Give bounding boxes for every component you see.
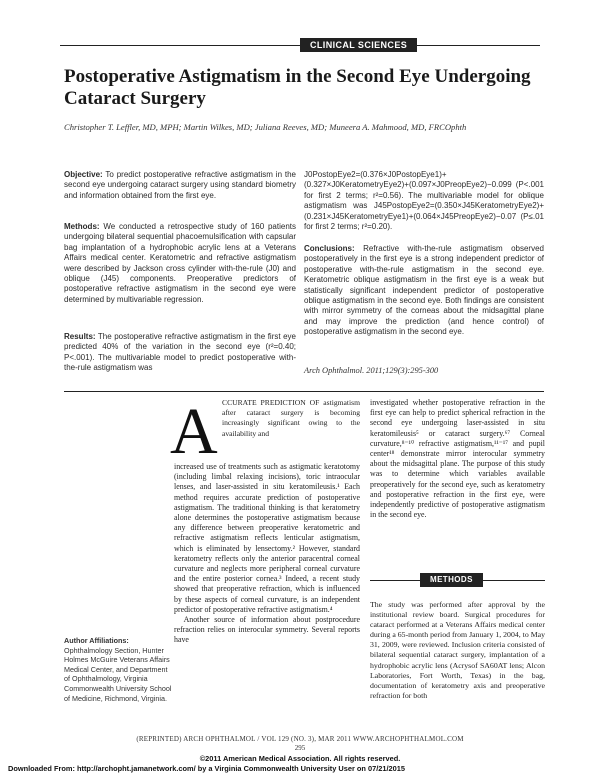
objective-heading: Objective: (64, 170, 103, 179)
affiliations-text: Ophthalmology Section, Hunter Holmes McGuire Veterans Affairs Medical Center, and Department of Ophthalmology, Virginia Commonwealth University School of Medicine, Richmond, Virginia. (64, 645, 172, 703)
article-title: Postoperative Astigmatism in the Second Eye Undergoing Cataract Surgery (64, 66, 531, 109)
section-header (60, 38, 540, 52)
methods-heading: Methods: (64, 222, 100, 231)
abstract-methods (64, 222, 296, 305)
methods-header (370, 573, 545, 587)
abstract-conclusions (304, 244, 544, 338)
body-col1-lead: CCURATE PREDICTION OF astigmatism after cataract surgery is becoming increasingly significant owing to the availability and (222, 398, 360, 438)
abstract-results (64, 332, 296, 374)
body-col1-para1: increased use of treatments such as astigmatic keratotomy (including limbal relaxing incisions), toric intraocular lenses, and laser-assisted in situ keratomileusis.¹ Each method requires accurate prediction of postoperative astigmatism. The traditional thinking is that keratometry alone determines the postoperative astigmatism because any difference between preoperative keratometric and refractive astigmatism reflects lenticular astigmatism, which is eliminated by lensectomy.² However, standard keratometry reflects only the anterior paracentral corneal curvature and neglects more peripheral corneal curvature and the entire posterior cornea.³ Indeed, a recent study showed that preoperative refraction, which is influenced by these aspects of corneal curvature, is an independent predictor of postoperative refractive astigmatism.⁴ (174, 462, 360, 614)
download-notice: Downloaded From: http://archopht.jamanetwork.com/ by a Virginia Commonwealth University User on 07/21/2015 (8, 764, 405, 773)
results-text: The postoperative refractive astigmatism in the first eye predicted 40% of the variation in the second eye (r²=0.40; P<.001). The multivariable model to predict postoperative with-the-rule astigmatism was (64, 332, 296, 373)
citation: Arch Ophthalmol. 2011;129(3):295-300 (304, 366, 439, 375)
page-number: 295 (294, 744, 306, 752)
body-col2: investigated whether postoperative refraction in the first eye can help to predict spherical refraction in the second eye undergoing laser-assisted in situ keratomileusis⁵ or cataract surgery.⁶⁷ Corneal curvature,⁸⁻¹⁰ refractive astigmatism,¹¹⁻¹⁷ and pupil center¹⁸ demonstrate mirror interocular symmetry about the midsagittal plane. The purpose of this study was to determine which variables available preoperatively for the second eye, such as keratometry and postoperative refraction in the first eye, were independently predictive of postoperative astigmatism in the second eye. (370, 398, 545, 520)
abstract-objective (64, 170, 296, 201)
objective-text: To predict postoperative refractive astigmatism in the second eye undergoing cataract surgery using standard biometry and information obtained from the first eye. (64, 170, 296, 200)
author-list: Christopher T. Leffler, MD, MPH; Martin Wilkes, MD; Juliana Reeves, MD; Muneera A. Mahmood, MD, FRCOphth (64, 122, 467, 132)
section-label: CLINICAL SCIENCES (300, 38, 417, 52)
abstract-results-continued: J0PostopEye2=(0.376×J0PostopEye1)+(0.327×J0KeratometryEye2)+(0.097×J0PreopEye2)−0.099 (P<.001 for first 2 terms; r²=0.56). The multivariable model for oblique astigmatism was J45PostopEye2=(0.350×J45KeratometryEye2)+(0.231×J45KeratometryEye1)+(0.064×J45PreopEye2)−0.07 (P≤.01 for first 2 terms; r²=0.20). (304, 170, 544, 232)
methods-text: We conducted a retrospective study of 160 patients undergoing bilateral sequential phacoemulsification with capsular bag implantation of a hydrophobic acrylic lens at a Veterans Affairs medical center. Keratometric and refractive astigmatism were described by Jackson cross cylinder with-the-rule (J0) and oblique (J45) components. Preoperative predictors of postoperative refractive astigmatism in the second eye were determined by multivariable regression. (64, 222, 296, 304)
body-col1 (174, 462, 360, 646)
abstract-divider (64, 391, 544, 392)
copyright-notice: ©2011 American Medical Association. All rights reserved. (199, 754, 401, 763)
conclusions-text: Refractive with-the-rule astigmatism observed postoperatively in the first eye is a strong independent predictor of postoperative with-the-rule astigmatism in the second eye. Keratometric oblique astigmatism in the first eye is a weak but statistically significant independent predictor of postoperative oblique astigmatism in the second eye. Both findings are consistent with mirror symmetry of the corneas about the midsagittal plane and may improve the prediction (and hence control) of postoperative astigmatism in the second eye. (304, 244, 544, 337)
conclusions-heading: Conclusions: (304, 244, 355, 253)
author-affiliations (64, 636, 174, 703)
results-heading: Results: (64, 332, 96, 341)
body-col1-para2: Another source of information about postprocedure refraction relies on interocular symmetry. Several reports have (174, 615, 360, 645)
affiliations-heading: Author Affiliations: (64, 636, 129, 645)
methods-body: The study was performed after approval by the institutional review board. Surgical procedures for cataract performed at a Veterans Affairs medical center during a 65-month period from January 1, 2004, to May 31, 2009, were reviewed. Inclusion criteria consisted of bilateral sequential cataract surgery, implantation of a hydrophobic acrylic lens (Acrysof SA60AT lens; Alcon Laboratories, Fort Worth, Texas) in the bag, documentation of keratometry axis and preoperative refraction for both (370, 600, 545, 700)
drop-cap: A (170, 395, 218, 468)
journal-footer: (REPRINTED) ARCH OPHTHALMOL / VOL 129 (NO. 3), MAR 2011 WWW.ARCHOPHTHALMOL.COM (136, 735, 464, 743)
methods-label: METHODS (420, 573, 483, 587)
